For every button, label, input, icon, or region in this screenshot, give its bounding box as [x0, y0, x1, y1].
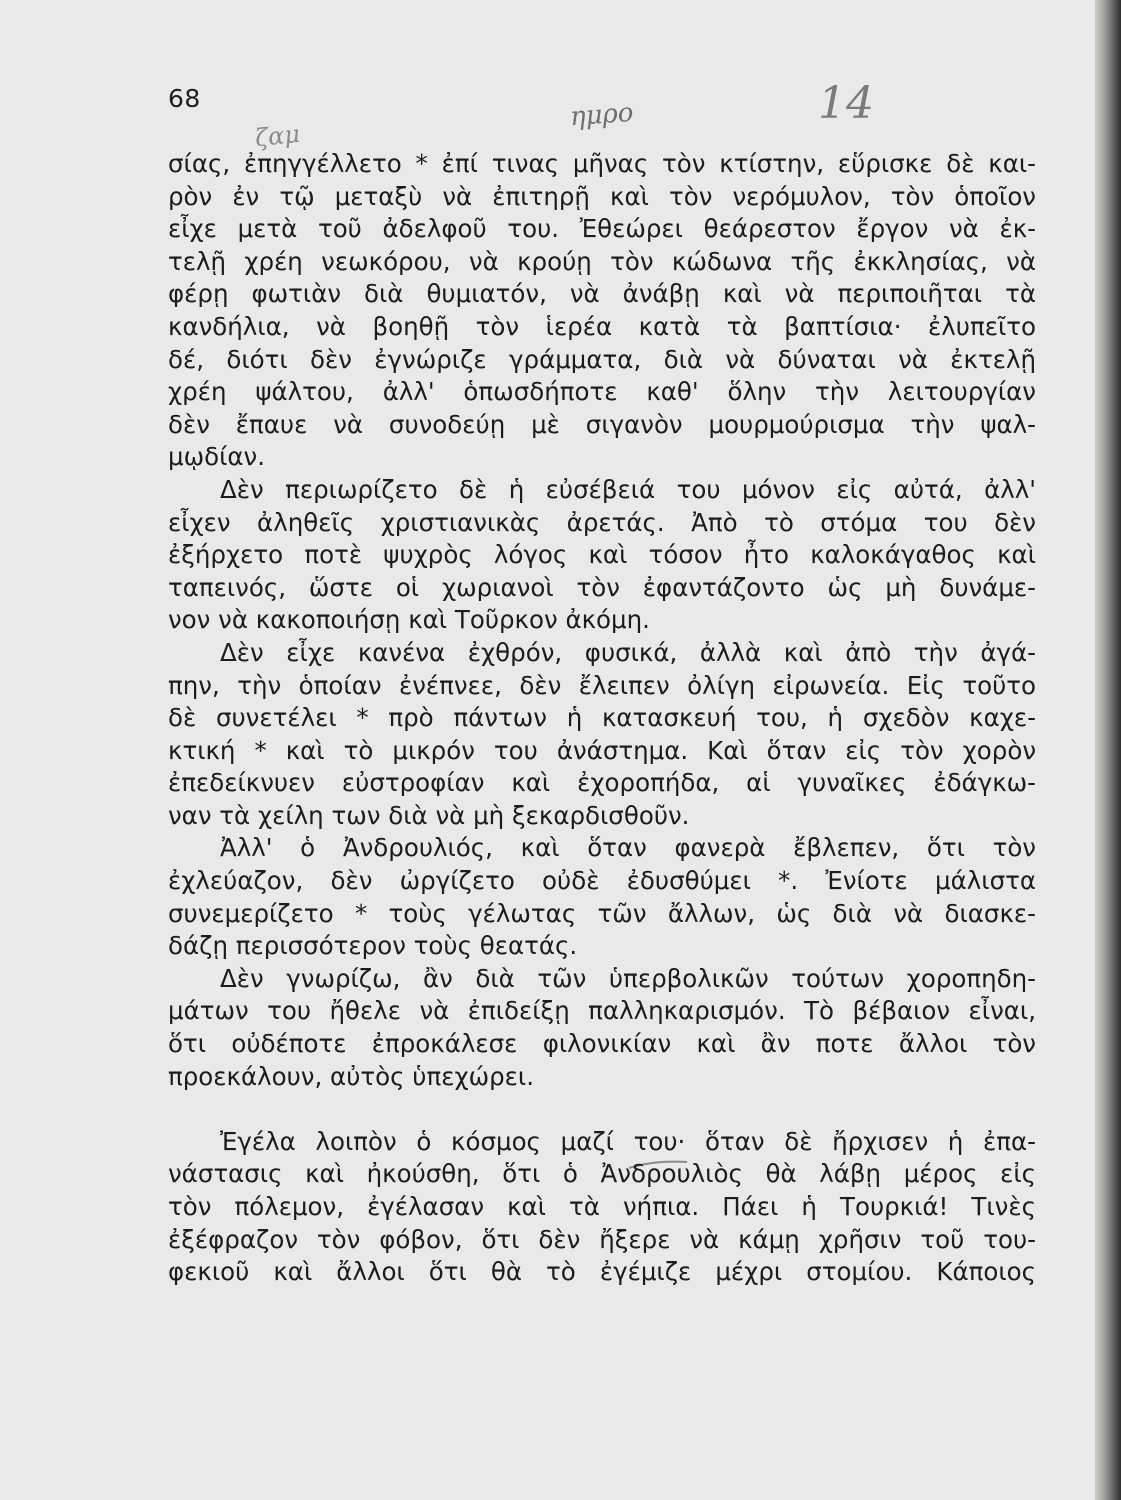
- text-line: δὲ συνετέλει * πρὸ πάντων ἡ κατασκευή του, ἡ σχεδὸν καχε-: [168, 703, 1036, 733]
- text-line: Ἀλλ' ὁ Ἀνδρουλιός, καὶ ὅταν φανερὰ ἔβλεπεν, ὅτι τὸν: [220, 833, 1036, 863]
- text-line: δάζῃ περισσότερον τοὺς θεατάς.: [168, 931, 578, 961]
- paragraph-gap: [168, 1093, 1036, 1126]
- text-line: προεκάλουν, αὐτὸς ὑπεχώρει.: [168, 1061, 534, 1091]
- text-line: Δὲν εἶχε κανένα ἐχθρόν, φυσικά, ἀλλὰ καὶ ἀπὸ τὴν ἀγά-: [220, 637, 1036, 667]
- text-line: κανδήλια, νὰ βοηθῇ τὸν ἱερέα κατὰ τὰ βαπτίσια· ἐλυπεῖτο: [168, 311, 1036, 341]
- text-line: ναν τὰ χείλη των διὰ νὰ μὴ ξεκαρδισθοῦν.: [168, 800, 690, 830]
- text-line: ἐξήρχετο ποτὲ ψυχρὸς λόγος καὶ τόσον ἦτο καλοκάγαθος καὶ: [168, 540, 1036, 570]
- text-line: δὲν ἔπαυε νὰ συνοδεύῃ μὲ σιγανὸν μουρμούρισμα τὴν ψαλ-: [168, 409, 1036, 439]
- text-line: μάτων του ἤθελε νὰ ἐπιδείξῃ παλληκαρισμόν. Τὸ βέβαιον εἶναι,: [168, 996, 1036, 1026]
- text-line: νον νὰ κακοποιήσῃ καὶ Τοῦρκον ἀκόμη.: [168, 605, 650, 635]
- margin-note-right: 14: [818, 78, 874, 129]
- text-line: ὅτι οὐδέποτε ἐπροκάλεσε φιλονικίαν καὶ ἂν ποτε ἄλλοι τὸν: [168, 1029, 1036, 1059]
- text-line: ἐπεδείκνυεν εὐστροφίαν καὶ ἐχοροπήδα, αἱ γυναῖκες ἐδάγκω-: [168, 768, 1036, 798]
- text-line: Δὲν περιωρίζετο δὲ ἡ εὐσέβειά του μόνον εἰς αὐτά, ἀλλ': [220, 474, 1036, 504]
- text-line: Δὲν γνωρίζω, ἂν διὰ τῶν ὑπερβολικῶν τούτων χοροπηδη-: [220, 963, 1036, 993]
- text-line: ρὸν ἐν τῷ μεταξὺ νὰ ἐπιτηρῇ καὶ τὸν νερόμυλον, τὸν ὁποῖον: [168, 181, 1036, 211]
- text-line: χρέη ψάλτου, ἀλλ' ὁπωσδήποτε καθ' ὅλην τὴν λειτουργίαν: [168, 377, 1036, 407]
- text-line: ἐχλεύαζον, δὲν ὠργίζετο οὐδὲ ἐδυσθύμει *. Ἐνίοτε μάλιστα: [168, 866, 1036, 896]
- text-line: εἶχεν ἀληθεῖς χριστιανικὰς ἀρετάς. Ἀπὸ τὸ στόμα του δὲν: [168, 507, 1036, 537]
- text-line: φεκιοῦ καὶ ἄλλοι ὅτι θὰ τὸ ἐγέμιζε μέχρι στομίου. Κάποιος: [168, 1257, 1036, 1287]
- text-line: κτική * καὶ τὸ μικρόν του ἀνάστημα. Καὶ ὅταν εἰς τὸν χορὸν: [168, 735, 1036, 765]
- body-text: [168, 148, 1036, 1289]
- text-line: φέρῃ φωτιὰν διὰ θυμιατόν, νὰ ἀνάβῃ καὶ νὰ περιποιῆται τὰ: [168, 279, 1036, 309]
- text-line: τὸν πόλεμον, ἐγέλασαν καὶ τὰ νήπια. Πάει ἡ Τουρκιά! Τινὲς: [168, 1192, 1036, 1221]
- text-line: συνεμερίζετο * τοὺς γέλωτας τῶν ἄλλων, ὡς διὰ νὰ διασκε-: [168, 898, 1036, 928]
- margin-note-left: ζαμ: [253, 119, 302, 153]
- text-line: δέ, διότι δὲν ἐγνώριζε γράμματα, διὰ νὰ δύναται νὰ ἐκτελῇ: [168, 344, 1036, 374]
- text-line: Ἐγέλα λοιπὸν ὁ κόσμος μαζί του· ὅταν δὲ ἤρχισεν ἡ ἐπα-: [220, 1126, 1036, 1156]
- text-line: σίας, ἐπηγγέλλετο * ἐπί τινας μῆνας τὸν κτίστην, εὕρισκε δὲ και-: [168, 149, 1036, 178]
- text-line: πην, τὴν ὁποίαν ἐνέπνεε, δὲν ἔλειπεν ὀλίγη εἰρωνεία. Εἰς τοῦτο: [168, 670, 1036, 700]
- text-line: ταπεινός, ὥστε οἱ χωριανοὶ τὸν ἐφαντάζοντο ὡς μὴ δυνάμε-: [168, 572, 1036, 602]
- text-line: νάστασις καὶ ἠκούσθη, ὅτι ὁ Ἀνδρουλιὸς θὰ λάβῃ μέρος εἰς: [168, 1159, 1036, 1189]
- text-line: τελῇ χρέη νεωκόρου, νὰ κρούῃ τὸν κώδωνα τῆς ἐκκλησίας, νὰ: [168, 246, 1036, 276]
- margin-note-center: ημρο: [569, 97, 635, 133]
- text-line: μῳδίαν.: [168, 442, 266, 472]
- text-line: εἶχε μετὰ τοῦ ἀδελφοῦ του. Ἐθεώρει θεάρεστον ἔργον νὰ ἐκ-: [168, 214, 1036, 244]
- text-line: ἐξέφραζον τὸν φόβον, ὅτι δὲν ἤξερε νὰ κάμῃ χρῆσιν τοῦ του-: [168, 1224, 1036, 1254]
- page-edge-shadow: [1095, 0, 1121, 1500]
- page-number: 68: [168, 84, 201, 113]
